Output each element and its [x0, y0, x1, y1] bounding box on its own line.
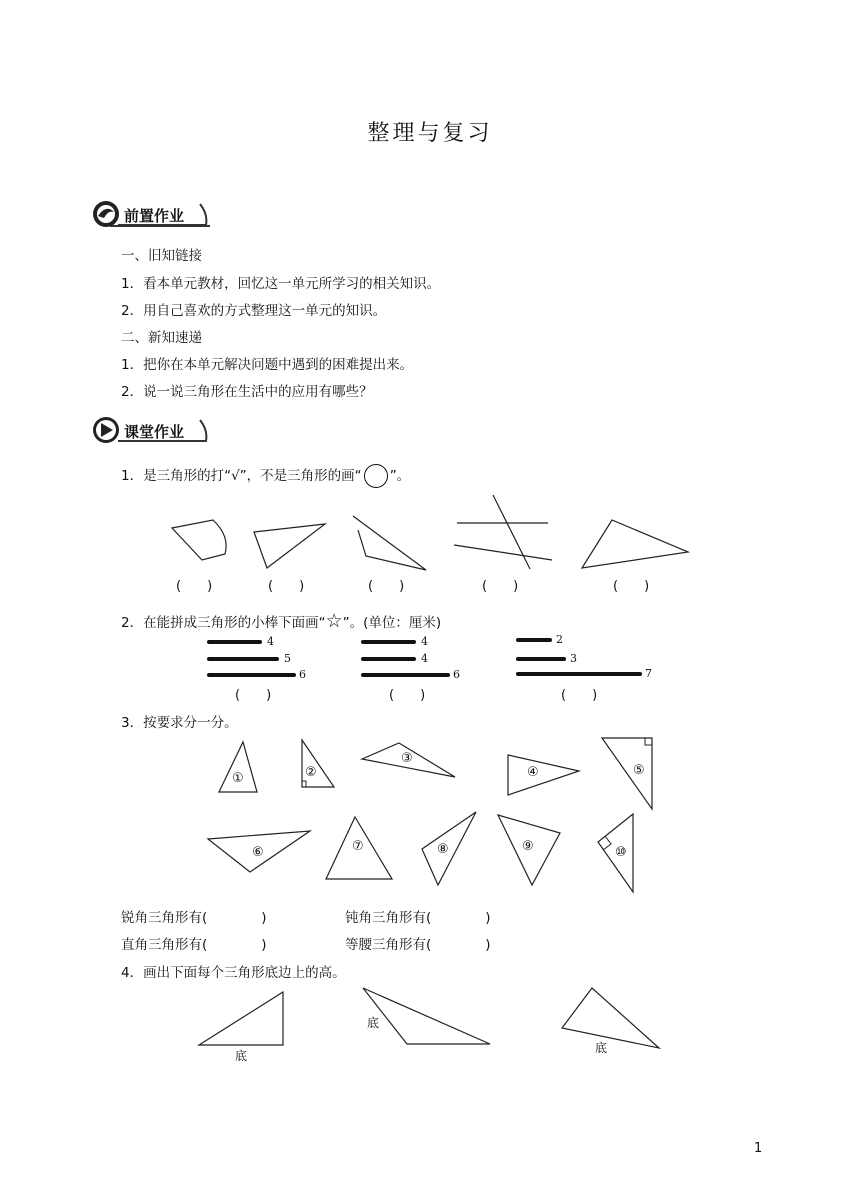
- triangle-label: ④: [527, 765, 539, 780]
- triangle-label: ⑥: [252, 845, 264, 860]
- stick-length: 2: [556, 633, 563, 646]
- q3-triangles: [200, 735, 670, 900]
- right-answer[interactable]: 直角三角形有( ): [121, 937, 267, 953]
- base-label: 底: [367, 1016, 380, 1030]
- stick-length: 3: [570, 652, 577, 665]
- q1-text-end: ”。: [389, 468, 411, 484]
- badge-label: 课堂作业: [124, 423, 185, 441]
- stick-length: 4: [421, 635, 428, 648]
- triangle-label: ①: [232, 771, 244, 786]
- triangle-label: ②: [305, 765, 317, 780]
- triangle-label: ⑦: [352, 839, 364, 854]
- triangle-label: ⑩: [615, 845, 627, 860]
- base-label: 底: [595, 1041, 608, 1055]
- question-4: 4．画出下面每个三角形底边上的高。: [121, 965, 346, 981]
- question-2: [121, 610, 441, 632]
- answer-blank[interactable]: ( ): [613, 579, 650, 594]
- list-item: 1．把你在本单元解决问题中遇到的困难提出来。: [121, 357, 414, 373]
- stick-length: 4: [267, 635, 274, 648]
- triangle-label: ⑤: [633, 763, 645, 778]
- answer-blank[interactable]: ( ): [235, 688, 272, 703]
- q1-text: 1．是三角形的打“√”，不是三角形的画“: [121, 468, 362, 484]
- list-item: 1．看本单元教材，回忆这一单元所学习的相关知识。: [121, 276, 441, 292]
- q2-text: 2．在能拼成三角形的小棒下面画“: [121, 615, 326, 631]
- stick-length: 7: [645, 667, 652, 680]
- question-3: 3．按要求分一分。: [121, 715, 238, 731]
- answer-blank[interactable]: ( ): [389, 688, 426, 703]
- answer-blank[interactable]: ( ): [268, 579, 305, 594]
- stick-length: 5: [284, 652, 291, 665]
- isosceles-answer[interactable]: 等腰三角形有( ): [345, 937, 491, 953]
- star-icon: ☆: [325, 610, 343, 632]
- section-badge-pre: [90, 200, 210, 228]
- page-title: 整理与复习: [367, 121, 493, 146]
- acute-answer[interactable]: 锐角三角形有( ): [121, 910, 267, 926]
- answer-blank[interactable]: ( ): [561, 688, 598, 703]
- page-number: 1: [754, 1141, 763, 1156]
- part1-heading: 一、旧知链接: [121, 248, 202, 264]
- list-item: 2．说一说三角形在生活中的应用有哪些？: [121, 384, 373, 400]
- answer-blank[interactable]: ( ): [482, 579, 519, 594]
- q1-figures: [150, 490, 710, 580]
- stick-length: 4: [421, 652, 428, 665]
- triangle-label: ⑨: [522, 839, 534, 854]
- obtuse-answer[interactable]: 钝角三角形有( ): [345, 910, 491, 926]
- part2-heading: 二、新知速递: [121, 330, 202, 346]
- circle-symbol: [364, 464, 388, 488]
- triangle-label: ⑧: [437, 842, 449, 857]
- badge-label: 前置作业: [124, 207, 185, 225]
- q2-text-end: ”。(单位：厘米): [342, 615, 442, 631]
- base-label: 底: [235, 1049, 248, 1063]
- list-item: 2．用自己喜欢的方式整理这一单元的知识。: [121, 303, 387, 319]
- answer-blank[interactable]: ( ): [176, 579, 213, 594]
- stick-length: 6: [299, 668, 306, 681]
- triangle-label: ③: [401, 751, 413, 766]
- question-1: [121, 464, 410, 488]
- stick-length: 6: [453, 668, 460, 681]
- section-badge-class: [90, 416, 210, 444]
- answer-blank[interactable]: ( ): [368, 579, 405, 594]
